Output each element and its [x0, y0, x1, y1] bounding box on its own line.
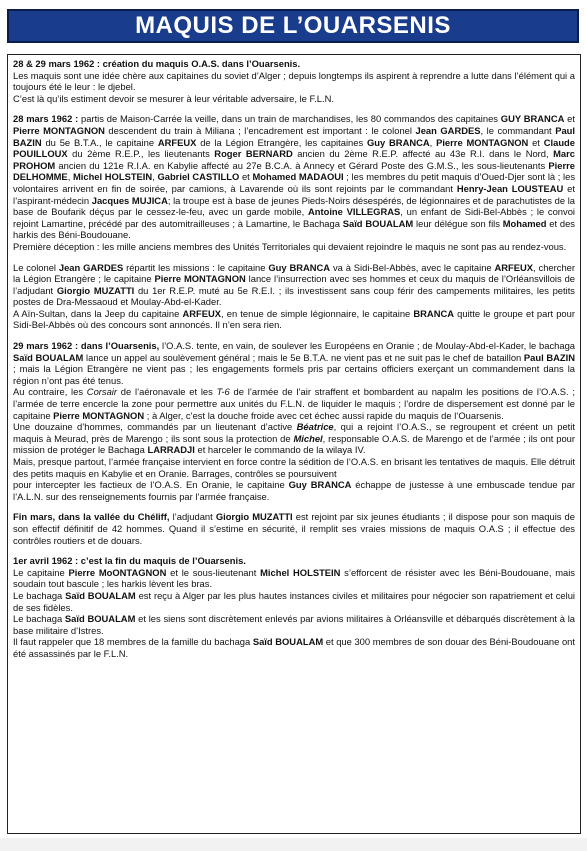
- p1-line-1: Les maquis sont une idée chère aux capitaines du soviet d’Alger ; depuis longtemps ils aspirent à reprendre a lutte dans l’élément qui a toujours été le leur : le djebel.: [13, 69, 575, 93]
- name: Pierre MONTAGNON: [13, 124, 105, 136]
- text: Il faut rappeler que 18 membres de la famille du bachaga: [13, 636, 253, 648]
- date-29-mars: 29 mars 1962 : dans l’Ouarsenis,: [13, 340, 160, 352]
- name: Antoine VILLEGRAS: [307, 206, 401, 218]
- text: Le bachaga: [13, 613, 65, 625]
- article-box: [7, 54, 581, 834]
- date-28-mars: 28 mars 1962 :: [13, 113, 79, 125]
- name: BRANCA: [413, 307, 455, 319]
- aircraft: T-6: [216, 386, 230, 398]
- text: répartit les missions : le capitaine: [123, 261, 269, 273]
- page-footer-strip: [0, 838, 587, 851]
- text: et les siens sont discrètement enlevés par avions militaires à Orléansville et débarqués discrètement à la base militaire d’Istres.: [13, 613, 576, 636]
- text: ; les membres du petit maquis d’Oued-Djer sont là ; les volontaires arrivent en fin de soirée, par camions, à Lavarende où ils sont rejoints par le commandant: [13, 171, 576, 194]
- name: Guy BRANCA: [268, 261, 331, 273]
- heading-1: 28 & 29 mars 1962 : création du maquis O.A.S. dans l’Ouarsenis.: [13, 58, 301, 69]
- name: Giorgio MUZATTI: [56, 284, 135, 296]
- name: Pierre MONTAGNON: [436, 136, 529, 148]
- name: Paul BAZIN: [13, 124, 575, 148]
- text: quitte le groupe et part pour Sidi-Bel-Abbès où des concours sont annoncés. Il n’en sera rien.: [13, 307, 575, 331]
- text: Le colonel: [13, 261, 59, 273]
- text: s’efforcent de résister avec les Béni-Boudouane, mais soudain tout bascule ; les harkis lèvent les bras.: [13, 566, 575, 590]
- text: descendent du train à Miliana ; l’encadrement est important : le colonel: [104, 124, 416, 136]
- name: Saïd BOUALAM: [65, 589, 136, 601]
- text: Mais, presque partout, l’armée française intervient en force contre la sédition de l’O.A.S. en brisant les tentatives de maquis. Elle détruit des petits maquis en Kabylie et en Oranie. Barrages, contrôles se poursuivent: [13, 456, 575, 479]
- text: , le commandant: [480, 124, 556, 136]
- page-title: MAQUIS DE L’OUARSENIS: [135, 12, 451, 39]
- name: ARFEUX: [494, 261, 534, 273]
- name: Pierre DELHOMME: [13, 159, 575, 183]
- text: , un enfant de Sidi-Bel-Abbès ; le convoi rejoint Lamartine, précédé par des automitrailleuses ; à Lamartine, le Bachaga: [13, 206, 575, 229]
- text: lance l’insurrection avec ses hommes et ceux du maquis de l’Orléansvillois de l’adjudant: [13, 273, 576, 296]
- text: est rejoint par six jeunes étudiants ; il dispose pour son maquis de son effectif définitif de 42 hommes. Quand il s’estime en sécurité, il remplit ses vraies missions de maquis O.A.S ; il effectue des contrôles routiers et de douars.: [13, 511, 575, 546]
- text: Première déception : les mille anciens membres des Unités Territoriales qui devaient rejoindre le maquis ne sont pas au rendez-vous.: [13, 240, 567, 252]
- paragraph-3: [13, 262, 575, 332]
- name: Michel: [293, 432, 323, 444]
- name: ARFEUX: [182, 307, 221, 319]
- paragraph-2: [13, 113, 575, 252]
- text: de l’armée de l’air straffent et bombardent au napalm les positions de l’O.A.S. ; l’armée de terre encercle la zone pour permettre aux unités du F.L.N. de liquider le maquis ; l’ordre de dispersement est donné par le capitaine: [13, 386, 575, 421]
- name: GUY BRANCA: [500, 113, 565, 125]
- text: , en tenue de simple légionnaire, le capitaine: [221, 307, 414, 319]
- name: Giorgio MUZATTI: [215, 511, 293, 523]
- name: Michel HOLSTEIN: [260, 566, 341, 578]
- name: Guy BRANCA: [366, 136, 430, 148]
- text: Au contraire, les: [13, 386, 87, 398]
- name: Paul BAZIN: [523, 351, 576, 363]
- text: et: [564, 113, 575, 125]
- text: ; à Alger, c’est la douche froide avec cet échec aussi rapide du maquis de l’Ouarsenis.: [144, 409, 504, 421]
- text: du 2ème R.E.P., les lieutenants: [67, 148, 215, 160]
- text: et harceler le commando de la wilaya IV.: [194, 444, 366, 456]
- date-fin-mars: Fin mars, dans la vallée du Chéliff,: [13, 511, 170, 523]
- name: ARFEUX: [157, 136, 197, 148]
- name: Mohamed: [502, 217, 547, 229]
- text: pour intercepter les factieux de l’O.A.S. En Oranie, le capitaine: [13, 479, 289, 491]
- text: ,: [429, 136, 437, 148]
- paragraph-5: [13, 511, 575, 546]
- text: échappe de justesse à une embuscade tendue par l’A.L.N. sur des renseignements fournis par l’armée française.: [13, 479, 575, 502]
- text: l’O.A.S. tente, en vain, de soulever les Européens en Oranie ; de Moulay-Abd-el-Kader, le bachaga: [159, 340, 576, 352]
- name: LARRADJI: [147, 444, 195, 456]
- name: Henry-Jean LOUSTEAU: [456, 182, 564, 194]
- paragraph-6: [13, 555, 575, 659]
- text: l’adjudant: [169, 511, 216, 523]
- text: ,: [152, 171, 158, 183]
- p1-line-2: C’est là qu’ils estiment devoir se mesurer à leur véritable adversaire, le F.L.N.: [13, 92, 334, 104]
- name: Jean GARDES: [58, 261, 124, 273]
- text: ancien du 2ème R.E.P. affecté au 43e R.I. dans le Nord,: [292, 148, 554, 160]
- text: et l’aspirant-médecin: [13, 182, 575, 206]
- name: Béatrice: [296, 421, 334, 433]
- name: Saïd BOUALAM: [13, 351, 84, 363]
- text: et le sous-lieutenant: [166, 566, 261, 578]
- name: Pierre MONTAGNON: [53, 409, 145, 421]
- text: du 5e B.T.A., le capitaine: [41, 136, 158, 148]
- date-1-avril: 1er avril 1962 : c’est la fin du maquis de l’Ouarsenis.: [13, 555, 246, 567]
- name: Marc PROHOM: [13, 148, 575, 171]
- text: et: [528, 136, 544, 148]
- name: Mohamed MADAOUI: [252, 171, 344, 183]
- text: A Aïn-Sultan, dans la Jeep du capitaine: [13, 307, 183, 319]
- text: , chercher la Légion Etrangère ; le capitaine: [13, 261, 575, 285]
- text: et: [239, 171, 253, 183]
- name: Jacques MUJICA: [91, 194, 168, 206]
- paragraph-4: [13, 340, 575, 502]
- text: est reçu à Alger par les plus hautes instances civiles et militaires pour négocier son rapatriement et celui de ses fidèles.: [13, 589, 576, 613]
- name: Saïd BOUALAM: [64, 613, 136, 625]
- name: Guy BRANCA: [288, 479, 352, 491]
- text: Une douzaine d’hommes, commandés par un lieutenant d’active: [13, 421, 297, 433]
- name: Claude POUILLOUX: [13, 136, 575, 160]
- name: Pierre MoONTAGNON: [68, 566, 167, 578]
- text: ; la troupe est à base de jeunes Pieds-Noirs désespérés, de légionnaires et de parachutistes de la base de Boufarik déçus par le cessez-le-feu, avec un garde mobile,: [13, 194, 575, 218]
- text: ; mais la Légion Etrangère ne vient pas ; les engagements formels pris par certains officiers exerçant un commandement dans la région n’ont pas été tenus.: [13, 363, 575, 386]
- text: leur délégue son fils: [413, 217, 503, 229]
- text: du 1er R.E.P. muté au 5e R.E.I. ; ils investissent sans coup férir des campements militaires, les petits postes de Dra-Messaoud et Moulay-Abd-el-Kader.: [13, 284, 575, 308]
- name: Pierre MONTAGNON: [154, 273, 246, 285]
- text: va à Sidi-Bel-Abbès, avec le capitaine: [330, 261, 495, 273]
- name: Roger BERNARD: [214, 148, 293, 160]
- text: Le capitaine: [13, 566, 69, 578]
- name: Michel HOLSTEIN: [72, 171, 153, 183]
- text: lance un appel au soulèvement général ; mais le 5e B.T.A. ne vient pas et ne suit pas le chef de bataillon: [83, 351, 524, 363]
- name: Jean GARDES: [415, 124, 481, 136]
- text: de l’aéronavale et les: [117, 386, 217, 398]
- text: ,: [67, 171, 73, 183]
- title-banner: [7, 9, 579, 43]
- text: Le bachaga: [13, 589, 66, 601]
- text: , qui a rejoint l’O.A.S., se regroupent et créent un petit maquis à Meurad, près de Marengo ; ils sont sous la protection de: [13, 421, 575, 444]
- text: ancien du 121e R.I.A. en Kabylie affecté au 27e B.C.A. à Annecy et Gérard Poste des G.M.S., les sous-lieutenants: [55, 159, 549, 171]
- text: de la Légion Etrangère, les capitaines: [196, 136, 367, 148]
- text: , responsable O.A.S. de Marengo et de l’armée ; ils ont pour mission de protéger le Bachaga: [13, 432, 575, 456]
- paragraph-1: [13, 58, 575, 104]
- name: Saïd BOUALAM: [252, 636, 324, 648]
- aircraft: Corsair: [86, 386, 118, 398]
- name: Saïd BOUALAM: [342, 217, 414, 229]
- text: et des harkis des Béni-Boudouane.: [13, 217, 575, 241]
- text: partis de Maison-Carrée la veille, dans un train de marchandises, les 80 commandos des capitaines: [78, 113, 501, 125]
- name: Gabriel CASTILLO: [157, 171, 240, 183]
- text: et que 300 membres de son douar des Béni-Boudouane ont été assassinés par le F.L.N.: [13, 636, 575, 659]
